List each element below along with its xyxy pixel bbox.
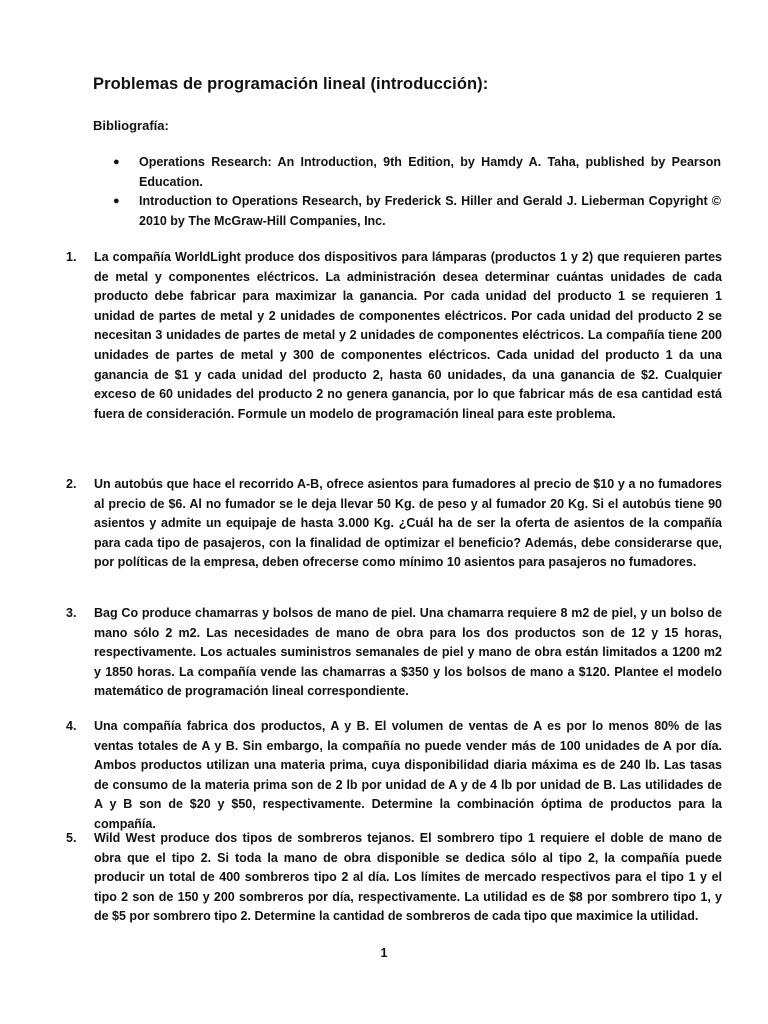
problem-item <box>66 475 722 573</box>
problem-number: 1. <box>66 250 77 264</box>
bullet-icon: ● <box>113 156 120 168</box>
problem-item <box>66 248 722 424</box>
problem-text: Un autobús que hace el recorrido A-B, ofrece asientos para fumadores al precio de $10 y a no fumadores al precio de $6. Al no fumador se le deja llevar 50 Kg. de peso y al fumador 20 Kg. Si el autobús tiene 90 asientos y admite un equipaje de hasta 3.000 Kg. ¿Cuál ha de ser la oferta de asientos de la compañía para cada tipo de pasajeros, con la finalidad de optimizar el beneficio? Además, debe considerarse que, por políticas de la empresa, deben ofrecerse como mínimo 10 asientos para pasajeros no fumadores. <box>94 477 722 570</box>
bullet-icon: ● <box>113 195 120 207</box>
problem-text: La compañía WorldLight produce dos dispositivos para lámparas (productos 1 y 2) que requieren partes de metal y componentes eléctricos. La administración desea determinar cuántas unidades de cada producto debe fabricar para maximizar la ganancia. Por cada unidad del producto 1 se requieren 1 unidad de partes de metal y 2 unidades de componentes eléctricos. Por cada unidad del producto 2 se necesitan 3 unidades de partes de metal y 2 unidades de componentes eléctricos. La compañía tiene 200 unidades de partes de metal y 300 de componentes eléctricos. Cada unidad del producto 1 da una ganancia de $1 y cada unidad del producto 2, hasta 60 unidades, da una ganancia de $2. Cualquier exceso de 60 unidades del producto 2 no genera ganancia, por lo que fabricar más de esa cantidad está fuera de consideración. Formule un modelo de programación lineal para este problema. <box>94 250 722 421</box>
page-number: 1 <box>380 946 388 960</box>
problem-number: 5. <box>66 831 77 845</box>
problem-text: Una compañía fabrica dos productos, A y B. El volumen de ventas de A es por lo menos 80% de las ventas totales de A y B. Sin embargo, la compañía no puede vender más de 100 unidades de A por día. Ambos productos utilizan una materia prima, cuya disponibilidad diaria máxima es de 240 lb. Las tasas de consumo de la materia prima son de 2 lb por unidad de A y de 4 lb por unidad de B. Las utilidades de A y B son de $20 y $50, respectivamente. Determine la combinación óptima de productos para la compañía. <box>94 719 722 831</box>
problem-item <box>66 604 722 702</box>
document-title: Problemas de programación lineal (introducción): <box>93 75 489 93</box>
bibliography-list <box>93 153 721 231</box>
problem-item <box>66 829 722 927</box>
bibliography-item-text: Operations Research: An Introduction, 9th Edition, by Hamdy A. Taha, published by Pearson Education. <box>139 155 721 189</box>
bibliography-item-text: Introduction to Operations Research, by Frederick S. Hiller and Gerald J. Lieberman Copyright © 2010 by The McGraw-Hill Companies, Inc. <box>139 194 721 228</box>
problem-text: Bag Co produce chamarras y bolsos de mano de piel. Una chamarra requiere 8 m2 de piel, y un bolso de mano sólo 2 m2. Las necesidades de mano de obra para los dos productos son de 12 y 15 horas, respectivamente. Los actuales suministros semanales de piel y mano de obra están limitados a 1200 m2 y 1850 horas. La compañía vende las chamarras a $350 y los bolsos de mano a $120. Plantee el modelo matemático de programación lineal correspondiente. <box>94 606 722 699</box>
bibliography-item <box>93 192 721 231</box>
problem-number: 4. <box>66 719 77 733</box>
problem-number: 2. <box>66 477 77 491</box>
bibliography-heading: Bibliografía: <box>93 118 169 133</box>
problem-text: Wild West produce dos tipos de sombreros tejanos. El sombrero tipo 1 requiere el doble de mano de obra que el tipo 2. Si toda la mano de obra disponible se dedica sólo al tipo 2, la compañía puede producir un total de 400 sombreros tipo 2 al día. Los límites de mercado respectivos para el tipo 1 y el tipo 2 son de 150 y 200 sombreros por día, respectivamente. La utilidad es de $8 por sombrero tipo 1, y de $5 por sombrero tipo 2. Determine la cantidad de sombreros de cada tipo que maximice la utilidad. <box>94 831 722 924</box>
problem-number: 3. <box>66 606 77 620</box>
problem-item <box>66 717 722 835</box>
bibliography-item <box>93 153 721 192</box>
